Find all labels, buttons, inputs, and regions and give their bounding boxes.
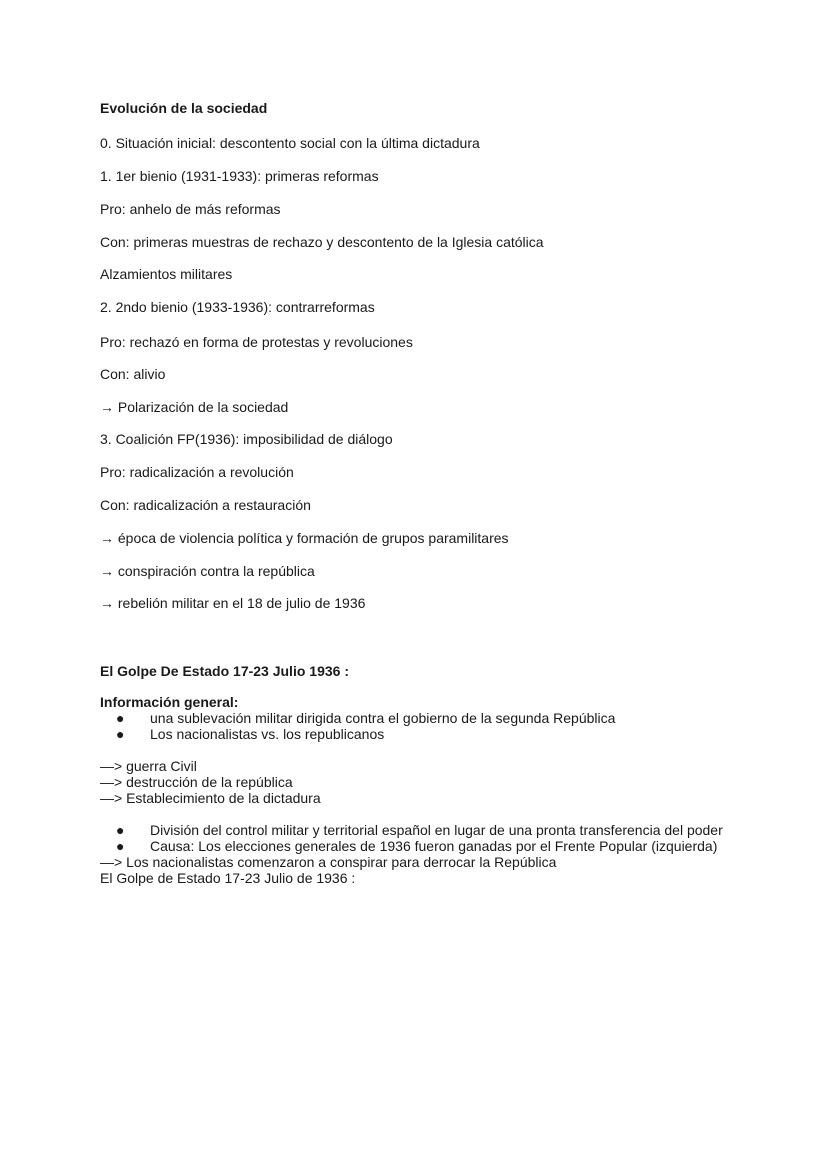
bullet-icon: ● [116,710,125,726]
list-item-text: Causa: Los elecciones generales de 1936 fueron ganadas por el Frente Popular (izquierda) [150,838,718,854]
list-item [116,726,384,742]
text-line: Con: alivio [100,366,166,382]
list-item-text: División del control militar y territorial español en lugar de una pronta transferencia del poder [150,822,723,838]
list-item-text: Los nacionalistas vs. los republicanos [150,726,385,742]
text-line: 0. Situación inicial: descontento social con la última dictadura [100,135,480,151]
text-line: Con: primeras muestras de rechazo y descontento de la Iglesia católica [100,234,544,250]
section-title-golpe: El Golpe De Estado 17-23 Julio 1936 : [100,663,349,679]
text-line: 1. 1er bienio (1931-1933): primeras reformas [100,168,379,184]
arrow-line: —> Los nacionalistas comenzaron a conspirar para derrocar la República [100,854,557,870]
bullet-icon: ● [116,822,125,838]
text-line: → conspiración contra la república [100,563,315,579]
text-line: El Golpe de Estado 17-23 Julio de 1936 : [100,870,356,886]
text-line: Pro: rechazó en forma de protestas y revoluciones [100,334,413,350]
text-line: → rebelión militar en el 18 de julio de 1936 [100,595,366,611]
list-item [116,822,723,838]
bullet-icon: ● [116,838,125,854]
list-item-text: una sublevación militar dirigida contra el gobierno de la segunda República [150,710,616,726]
text-line: Alzamientos militares [100,266,233,282]
subsection-title: Información general: [100,694,239,710]
list-item [116,838,717,854]
text-line: Pro: anhelo de más reformas [100,201,281,217]
list-item [116,710,615,726]
text-line: → época de violencia política y formación de grupos paramilitares [100,530,509,546]
bullet-icon: ● [116,726,125,742]
text-line: 2. 2ndo bienio (1933-1936): contrarreformas [100,299,375,315]
arrow-line: —> destrucción de la república [100,774,293,790]
text-line: 3. Coalición FP(1936): imposibilidad de diálogo [100,431,393,447]
arrow-line: —> guerra Civil [100,758,197,774]
text-line: Pro: radicalización a revolución [100,464,294,480]
arrow-line: —> Establecimiento de la dictadura [100,790,321,806]
text-line: → Polarización de la sociedad [100,399,289,415]
text-line: Con: radicalización a restauración [100,497,311,513]
section-title-evolucion: Evolución de la sociedad [100,100,268,116]
